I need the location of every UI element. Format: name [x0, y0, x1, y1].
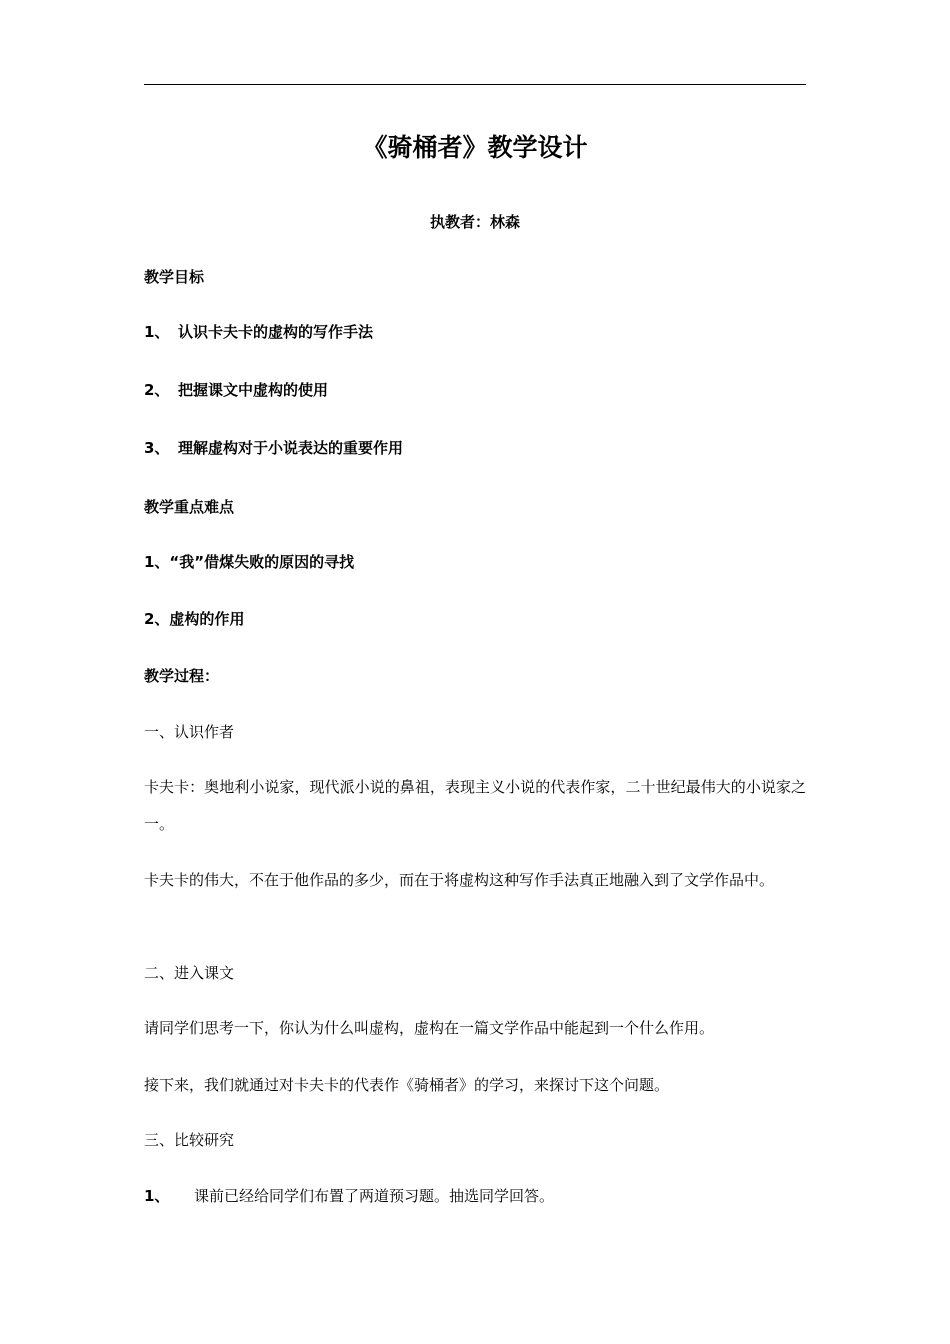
- objective-number: 3、: [144, 439, 170, 457]
- key-points-heading: 教学重点难点: [144, 498, 235, 516]
- document-title: 《骑桶者》教学设计: [362, 133, 588, 162]
- author-line: 执教者：林森: [429, 213, 520, 231]
- objective-number: 1、: [144, 323, 170, 341]
- objective-item-3: [144, 436, 806, 460]
- objective-number: 2、: [144, 381, 170, 399]
- transition-paragraph: 接下来，我们就通过对卡夫卡的代表作《骑桶者》的学习，来探讨下这个问题。: [144, 1076, 670, 1094]
- compare-item-1: [144, 1184, 806, 1208]
- section-heading-compare: 三、比较研究: [144, 1131, 235, 1149]
- objective-text: 认识卡夫卡的虚构的写作手法: [178, 323, 374, 341]
- key-point-item-2: 2、虚构的作用: [144, 610, 245, 628]
- author-intro-paragraph: 卡夫卡：奥地利小说家，现代派小说的鼻祖，表现主义小说的代表作家，二十世纪最伟大的小说家之一。: [144, 778, 806, 833]
- key-point-item-1: 1、“我”借煤失败的原因的寻找: [144, 553, 355, 571]
- objectives-heading: 教学目标: [144, 268, 205, 286]
- header-rule: [144, 84, 806, 85]
- question-paragraph: 请同学们思考一下，你认为什么叫虚构，虚构在一篇文学作品中能起到一个什么作用。: [144, 1019, 715, 1037]
- objective-item-2: [144, 378, 806, 402]
- objective-text: 理解虚构对于小说表达的重要作用: [178, 439, 404, 457]
- section-heading-author: 一、认识作者: [144, 723, 235, 741]
- author-greatness-paragraph: 卡夫卡的伟大，不在于他作品的多少，而在于将虚构这种写作手法真正地融入到了文学作品中。: [144, 871, 775, 889]
- compare-item-number: 1、: [144, 1187, 170, 1205]
- section-heading-text: 二、进入课文: [144, 964, 235, 982]
- process-heading: 教学过程：: [144, 667, 220, 685]
- objective-item-1: [144, 320, 806, 344]
- objective-text: 把握课文中虚构的使用: [178, 381, 329, 399]
- compare-item-text: 课前已经给同学们布置了两道预习题。抽选同学回答。: [194, 1187, 555, 1205]
